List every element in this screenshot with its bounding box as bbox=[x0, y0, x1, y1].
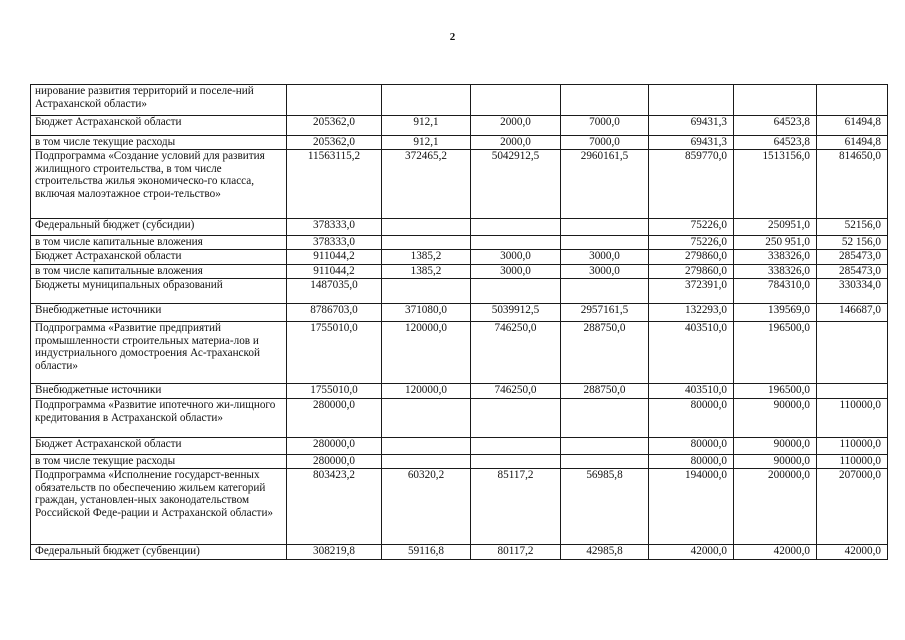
cell-value: 69431,3 bbox=[649, 116, 734, 136]
cell-value: 1385,2 bbox=[382, 265, 471, 279]
cell-value: 803423,2 bbox=[287, 469, 382, 545]
budget-table bbox=[30, 84, 888, 560]
cell-value: 80000,0 bbox=[649, 438, 734, 455]
row-label: Подпрограмма «Создание условий для развития жилищного строительства, в том числе строительства жилья экономическо-го класса, включая малоэтажное строи-тельство» bbox=[31, 150, 287, 219]
row-label: в том числе текущие расходы bbox=[31, 455, 287, 469]
cell-value: 205362,0 bbox=[287, 136, 382, 150]
cell-value: 56985,8 bbox=[561, 469, 649, 545]
cell-value bbox=[471, 399, 561, 438]
cell-value: 378333,0 bbox=[287, 219, 382, 236]
cell-value: 5039912,5 bbox=[471, 304, 561, 322]
cell-value: 280000,0 bbox=[287, 438, 382, 455]
row-label: Подпрограмма «Исполнение государст-венных обязательств по обеспечению жильем категорий граждан, установлен-ных законодательством Российской Феде-рации и Астраханской области» bbox=[31, 469, 287, 545]
cell-value: 338326,0 bbox=[734, 250, 817, 265]
row-label: Бюджет Астраханской области bbox=[31, 438, 287, 455]
cell-value: 200000,0 bbox=[734, 469, 817, 545]
cell-value bbox=[561, 455, 649, 469]
cell-value bbox=[471, 438, 561, 455]
table-row bbox=[31, 279, 888, 304]
cell-value: 338326,0 bbox=[734, 265, 817, 279]
cell-value: 2957161,5 bbox=[561, 304, 649, 322]
cell-value: 110000,0 bbox=[817, 438, 888, 455]
cell-value: 859770,0 bbox=[649, 150, 734, 219]
table-row bbox=[31, 455, 888, 469]
cell-value: 110000,0 bbox=[817, 455, 888, 469]
row-label: Бюджет Астраханской области bbox=[31, 250, 287, 265]
cell-value: 285473,0 bbox=[817, 265, 888, 279]
cell-value: 42000,0 bbox=[734, 545, 817, 560]
cell-value: 85117,2 bbox=[471, 469, 561, 545]
cell-value bbox=[471, 85, 561, 116]
cell-value: 194000,0 bbox=[649, 469, 734, 545]
table-row bbox=[31, 438, 888, 455]
cell-value: 69431,3 bbox=[649, 136, 734, 150]
row-label: Федеральный бюджет (субвенции) bbox=[31, 545, 287, 560]
cell-value bbox=[817, 384, 888, 399]
cell-value: 403510,0 bbox=[649, 322, 734, 384]
cell-value: 205362,0 bbox=[287, 116, 382, 136]
cell-value bbox=[382, 399, 471, 438]
table-row bbox=[31, 219, 888, 236]
cell-value: 330334,0 bbox=[817, 279, 888, 304]
cell-value: 139569,0 bbox=[734, 304, 817, 322]
cell-value: 784310,0 bbox=[734, 279, 817, 304]
cell-value: 90000,0 bbox=[734, 399, 817, 438]
cell-value bbox=[382, 279, 471, 304]
cell-value: 3000,0 bbox=[561, 250, 649, 265]
cell-value: 7000,0 bbox=[561, 136, 649, 150]
cell-value: 42000,0 bbox=[649, 545, 734, 560]
row-label: Бюджеты муниципальных образований bbox=[31, 279, 287, 304]
table-row bbox=[31, 236, 888, 250]
cell-value: 120000,0 bbox=[382, 322, 471, 384]
cell-value: 814650,0 bbox=[817, 150, 888, 219]
cell-value: 8786703,0 bbox=[287, 304, 382, 322]
cell-value: 912,1 bbox=[382, 116, 471, 136]
cell-value: 911044,2 bbox=[287, 250, 382, 265]
cell-value: 75226,0 bbox=[649, 236, 734, 250]
cell-value: 2000,0 bbox=[471, 116, 561, 136]
cell-value: 308219,8 bbox=[287, 545, 382, 560]
cell-value: 61494,8 bbox=[817, 116, 888, 136]
table-row bbox=[31, 265, 888, 279]
cell-value: 279860,0 bbox=[649, 265, 734, 279]
cell-value: 280000,0 bbox=[287, 399, 382, 438]
cell-value: 2000,0 bbox=[471, 136, 561, 150]
cell-value: 1513156,0 bbox=[734, 150, 817, 219]
cell-value: 196500,0 bbox=[734, 384, 817, 399]
cell-value: 372465,2 bbox=[382, 150, 471, 219]
cell-value: 1755010,0 bbox=[287, 322, 382, 384]
row-label: Бюджет Астраханской области bbox=[31, 116, 287, 136]
cell-value: 90000,0 bbox=[734, 455, 817, 469]
table-row bbox=[31, 399, 888, 438]
cell-value: 3000,0 bbox=[471, 265, 561, 279]
cell-value: 372391,0 bbox=[649, 279, 734, 304]
cell-value bbox=[649, 85, 734, 116]
cell-value bbox=[382, 455, 471, 469]
cell-value: 1385,2 bbox=[382, 250, 471, 265]
cell-value: 279860,0 bbox=[649, 250, 734, 265]
cell-value: 52156,0 bbox=[817, 219, 888, 236]
cell-value: 3000,0 bbox=[471, 250, 561, 265]
table-row bbox=[31, 304, 888, 322]
cell-value bbox=[817, 85, 888, 116]
cell-value bbox=[382, 219, 471, 236]
cell-value bbox=[561, 236, 649, 250]
cell-value: 64523,8 bbox=[734, 136, 817, 150]
cell-value bbox=[471, 455, 561, 469]
cell-value: 285473,0 bbox=[817, 250, 888, 265]
cell-value bbox=[287, 85, 382, 116]
cell-value: 61494,8 bbox=[817, 136, 888, 150]
cell-value: 75226,0 bbox=[649, 219, 734, 236]
cell-value: 80000,0 bbox=[649, 399, 734, 438]
cell-value bbox=[471, 236, 561, 250]
cell-value bbox=[471, 279, 561, 304]
cell-value: 80000,0 bbox=[649, 455, 734, 469]
table-row bbox=[31, 85, 888, 116]
cell-value: 64523,8 bbox=[734, 116, 817, 136]
cell-value: 1755010,0 bbox=[287, 384, 382, 399]
row-label: Подпрограмма «Развитие предприятий промышленности строительных материа-лов и индустриального домостроения Ас-траханской области» bbox=[31, 322, 287, 384]
cell-value: 52 156,0 bbox=[817, 236, 888, 250]
cell-value bbox=[382, 236, 471, 250]
cell-value bbox=[471, 219, 561, 236]
table-row bbox=[31, 150, 888, 219]
cell-value: 912,1 bbox=[382, 136, 471, 150]
cell-value bbox=[817, 322, 888, 384]
cell-value: 60320,2 bbox=[382, 469, 471, 545]
table-row bbox=[31, 322, 888, 384]
cell-value bbox=[382, 85, 471, 116]
cell-value: 132293,0 bbox=[649, 304, 734, 322]
cell-value bbox=[382, 438, 471, 455]
row-label: Внебюджетные источники bbox=[31, 384, 287, 399]
cell-value: 90000,0 bbox=[734, 438, 817, 455]
page-number: 2 bbox=[449, 31, 456, 43]
table-row bbox=[31, 136, 888, 150]
cell-value: 5042912,5 bbox=[471, 150, 561, 219]
cell-value: 207000,0 bbox=[817, 469, 888, 545]
cell-value bbox=[561, 399, 649, 438]
table-row bbox=[31, 545, 888, 560]
row-label: Подпрограмма «Развитие ипотечного жи-лищного кредитования в Астраханской области» bbox=[31, 399, 287, 438]
cell-value: 746250,0 bbox=[471, 384, 561, 399]
cell-value: 42985,8 bbox=[561, 545, 649, 560]
cell-value: 746250,0 bbox=[471, 322, 561, 384]
table-row bbox=[31, 384, 888, 399]
cell-value: 42000,0 bbox=[817, 545, 888, 560]
row-label: в том числе текущие расходы bbox=[31, 136, 287, 150]
cell-value: 1487035,0 bbox=[287, 279, 382, 304]
cell-value bbox=[561, 219, 649, 236]
cell-value: 7000,0 bbox=[561, 116, 649, 136]
cell-value: 110000,0 bbox=[817, 399, 888, 438]
cell-value bbox=[561, 85, 649, 116]
cell-value: 371080,0 bbox=[382, 304, 471, 322]
row-label: нирование развития территорий и поселе-ний Астраханской области» bbox=[31, 85, 287, 116]
cell-value: 80117,2 bbox=[471, 545, 561, 560]
cell-value: 3000,0 bbox=[561, 265, 649, 279]
cell-value bbox=[561, 438, 649, 455]
cell-value: 288750,0 bbox=[561, 322, 649, 384]
cell-value bbox=[734, 85, 817, 116]
cell-value: 146687,0 bbox=[817, 304, 888, 322]
table-row bbox=[31, 469, 888, 545]
row-label: Федеральный бюджет (субсидии) bbox=[31, 219, 287, 236]
cell-value bbox=[561, 279, 649, 304]
table-row bbox=[31, 116, 888, 136]
cell-value: 2960161,5 bbox=[561, 150, 649, 219]
cell-value: 403510,0 bbox=[649, 384, 734, 399]
cell-value: 280000,0 bbox=[287, 455, 382, 469]
row-label: в том числе капитальные вложения bbox=[31, 265, 287, 279]
row-label: Внебюджетные источники bbox=[31, 304, 287, 322]
row-label: в том числе капитальные вложения bbox=[31, 236, 287, 250]
cell-value: 120000,0 bbox=[382, 384, 471, 399]
cell-value: 11563115,2 bbox=[287, 150, 382, 219]
table-row bbox=[31, 250, 888, 265]
cell-value: 250 951,0 bbox=[734, 236, 817, 250]
cell-value: 196500,0 bbox=[734, 322, 817, 384]
cell-value: 250951,0 bbox=[734, 219, 817, 236]
cell-value: 59116,8 bbox=[382, 545, 471, 560]
cell-value: 288750,0 bbox=[561, 384, 649, 399]
cell-value: 911044,2 bbox=[287, 265, 382, 279]
cell-value: 378333,0 bbox=[287, 236, 382, 250]
